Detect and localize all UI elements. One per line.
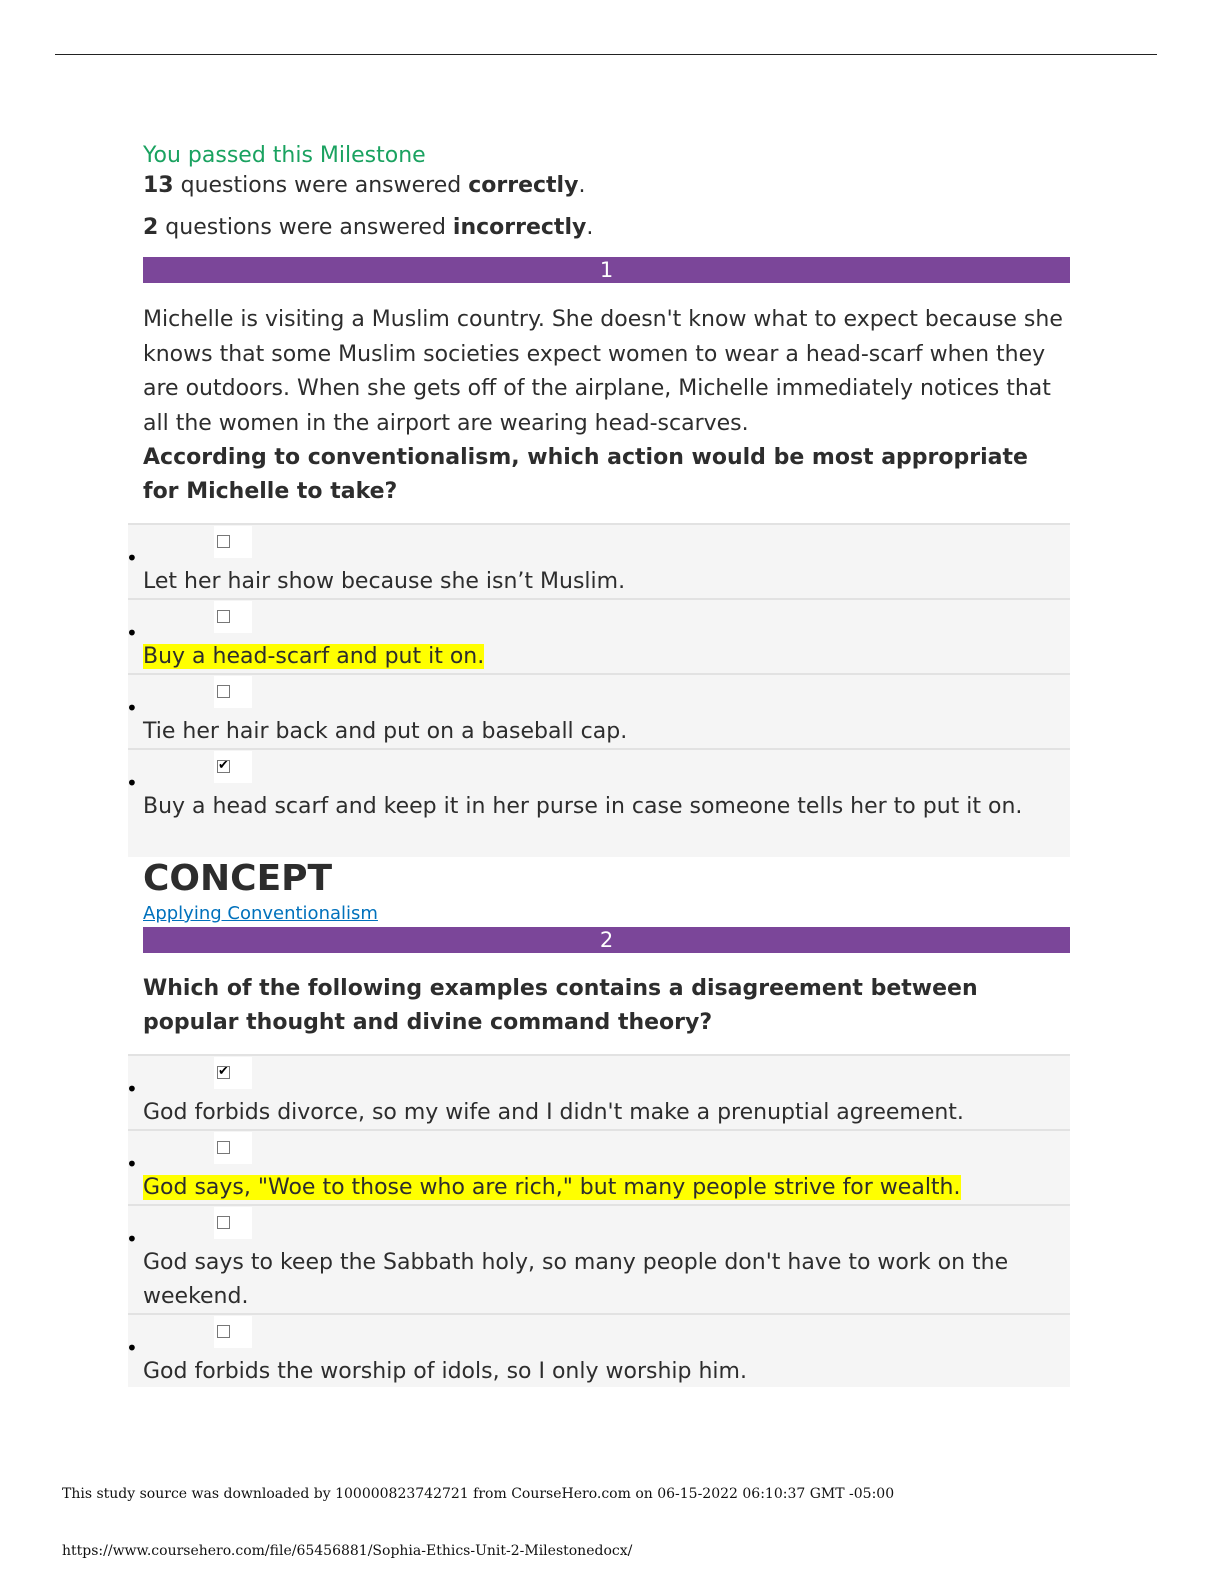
bullet-icon: •: [126, 1336, 138, 1360]
answer-option[interactable]: [128, 1204, 1070, 1313]
top-rule: [55, 54, 1157, 55]
correct-mid: questions were answered: [173, 173, 469, 198]
concept-heading: CONCEPT: [143, 858, 333, 899]
checkbox-unchecked-icon[interactable]: [217, 1325, 230, 1338]
incorrect-mid: questions were answered: [158, 215, 453, 240]
source-url[interactable]: https://www.coursehero.com/file/65456881/Sophia-Ethics-Unit-2-Milestonedocx/: [62, 1543, 633, 1559]
checkbox-frame: [214, 1207, 252, 1239]
pass-status: You passed this Milestone: [143, 143, 426, 168]
download-note: This study source was downloaded by 100000823742721 from CourseHero.com on 06-15-2022 06:10:37 GMT -05:00: [62, 1486, 895, 1502]
checkbox-frame: [214, 1132, 252, 1164]
bullet-icon: •: [126, 546, 138, 570]
answer-text: God forbids divorce, so my wife and I didn't make a prenuptial agreement.: [143, 1100, 964, 1125]
bullet-icon: •: [126, 621, 138, 645]
question-scenario: Michelle is visiting a Muslim country. She doesn't know what to expect because she knows that some Muslim societies expect women to wear a head-scarf when they are outdoors. When she gets off of the airplane, Michelle immediately notices that all the women in the airport are wearing head-scarves.: [143, 307, 1063, 436]
answer-text: Let her hair show because she isn’t Muslim.: [143, 569, 626, 594]
answer-option[interactable]: [128, 598, 1070, 673]
checkbox-frame: [214, 601, 252, 633]
answer-text: Tie her hair back and put on a baseball cap.: [143, 719, 628, 744]
checkbox-unchecked-icon[interactable]: [217, 1216, 230, 1229]
question-prompt: According to conventionalism, which action would be most appropriate for Michelle to take?: [143, 445, 1028, 504]
period: .: [578, 173, 586, 198]
answer-options: [128, 523, 1070, 857]
checkbox-frame: [214, 1316, 252, 1348]
answer-text: Buy a head scarf and keep it in her purse in case someone tells her to put it on.: [143, 794, 1023, 819]
correct-summary: [143, 171, 1070, 201]
milestone-results: [126, 140, 1070, 1387]
answer-text: [143, 1131, 1070, 1205]
checkbox-unchecked-icon[interactable]: [217, 610, 230, 623]
bullet-icon: •: [126, 771, 138, 795]
bullet-icon: •: [126, 1077, 138, 1101]
correct-count: 13: [143, 173, 174, 198]
answer-option[interactable]: [128, 673, 1070, 748]
answer-options: [128, 1054, 1070, 1387]
correct-answer-highlight: Buy a head-scarf and put it on.: [143, 644, 485, 669]
concept-link[interactable]: Applying Conventionalism: [143, 903, 378, 924]
checkbox-checked-icon[interactable]: ✔: [218, 1066, 229, 1079]
checkbox-checked-icon[interactable]: ✔: [218, 760, 229, 773]
checkbox-unchecked-icon[interactable]: [217, 685, 230, 698]
period: .: [586, 215, 594, 240]
incorrect-word: incorrectly: [452, 215, 587, 240]
checkbox-frame: [214, 751, 252, 783]
correct-word: correctly: [468, 173, 579, 198]
question-number-bar: 1: [143, 257, 1070, 283]
correct-answer-highlight: God says, "Woe to those who are rich," but many people strive for wealth.: [143, 1175, 961, 1200]
answer-option[interactable]: [128, 1313, 1070, 1387]
question-number-bar: 2: [143, 927, 1070, 953]
checkbox-unchecked-icon[interactable]: [217, 535, 230, 548]
checkbox-frame: [214, 676, 252, 708]
bullet-icon: •: [126, 1152, 138, 1176]
checkbox-frame: [214, 1057, 252, 1089]
answer-option[interactable]: [128, 1129, 1070, 1204]
answer-text: God forbids the worship of idols, so I only worship him.: [143, 1359, 747, 1384]
answer-option[interactable]: [128, 1054, 1070, 1129]
answer-option[interactable]: [128, 748, 1070, 857]
question-prompt: Which of the following examples contains a disagreement between popular thought and divine command theory?: [143, 976, 978, 1035]
answer-option[interactable]: [128, 523, 1070, 598]
checkbox-unchecked-icon[interactable]: [217, 1141, 230, 1154]
incorrect-summary: [143, 213, 1070, 243]
checkbox-frame: [214, 526, 252, 558]
answer-text: [143, 600, 1070, 674]
answer-text: God says to keep the Sabbath holy, so many people don't have to work on the weekend.: [143, 1250, 1009, 1309]
bullet-icon: •: [126, 696, 138, 720]
bullet-icon: •: [126, 1227, 138, 1251]
incorrect-count: 2: [143, 215, 159, 240]
